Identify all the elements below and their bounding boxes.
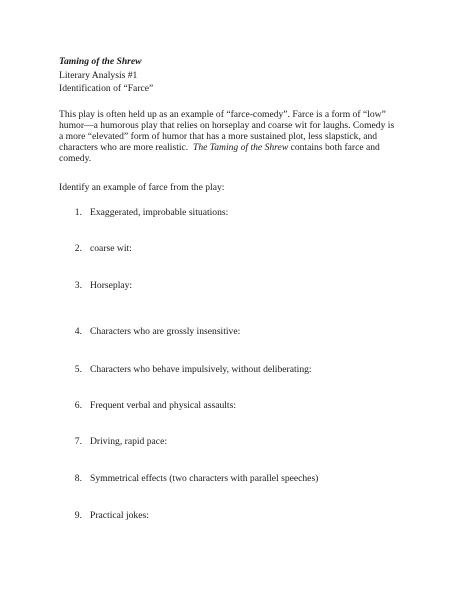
list-item-number: 8. — [74, 473, 82, 484]
document-title: Taming of the Shrew — [59, 56, 142, 67]
list-item-number: 3. — [74, 280, 82, 291]
document-subtitle-assignment: Literary Analysis #1 — [59, 70, 138, 81]
intro-line: a more “elevated” form of humor that has a more sustained plot, less slapstick, and — [59, 131, 378, 142]
list-item-text: Driving, rapid pace: — [90, 436, 167, 447]
intro-line-mixed — [59, 142, 409, 153]
intro-line: humor—a humorous play that relies on horseplay and coarse wit for laughs. Comedy is — [59, 120, 395, 131]
intro-line: This play is often held up as an example of “farce-comedy”. Farce is a form of “low” — [59, 109, 386, 120]
list-item-number: 4. — [74, 326, 82, 337]
list-item-number: 1. — [74, 207, 82, 218]
document-subtitle-topic: Identification of “Farce” — [59, 83, 154, 94]
intro-line: comedy. — [59, 153, 92, 164]
farce-prompt: Identify an example of farce from the play: — [59, 182, 225, 193]
play-title-italic: The Taming of the Shrew — [192, 142, 289, 153]
list-item-text: coarse wit: — [90, 243, 132, 254]
list-item-number: 7. — [74, 436, 82, 447]
list-item-text: Characters who are grossly insensitive: — [90, 326, 241, 337]
list-item-number: 2. — [74, 243, 82, 254]
list-item-number: 9. — [74, 510, 82, 521]
list-item-text: Symmetrical effects (two characters with parallel speeches) — [90, 473, 319, 484]
intro-line-tail: contains both farce and — [288, 142, 380, 153]
list-item-text: Practical jokes: — [90, 510, 149, 521]
list-item-number: 6. — [74, 400, 82, 411]
list-item-text: Frequent verbal and physical assaults: — [90, 400, 237, 411]
intro-paragraph — [59, 109, 409, 164]
intro-line-text: characters who are more realistic. — [59, 142, 189, 153]
list-item-text: Exaggerated, improbable situations: — [90, 207, 229, 218]
list-item-number: 5. — [74, 364, 82, 375]
list-item-text: Characters who behave impulsively, without deliberating: — [90, 364, 312, 375]
list-item-text: Horseplay: — [90, 280, 133, 291]
